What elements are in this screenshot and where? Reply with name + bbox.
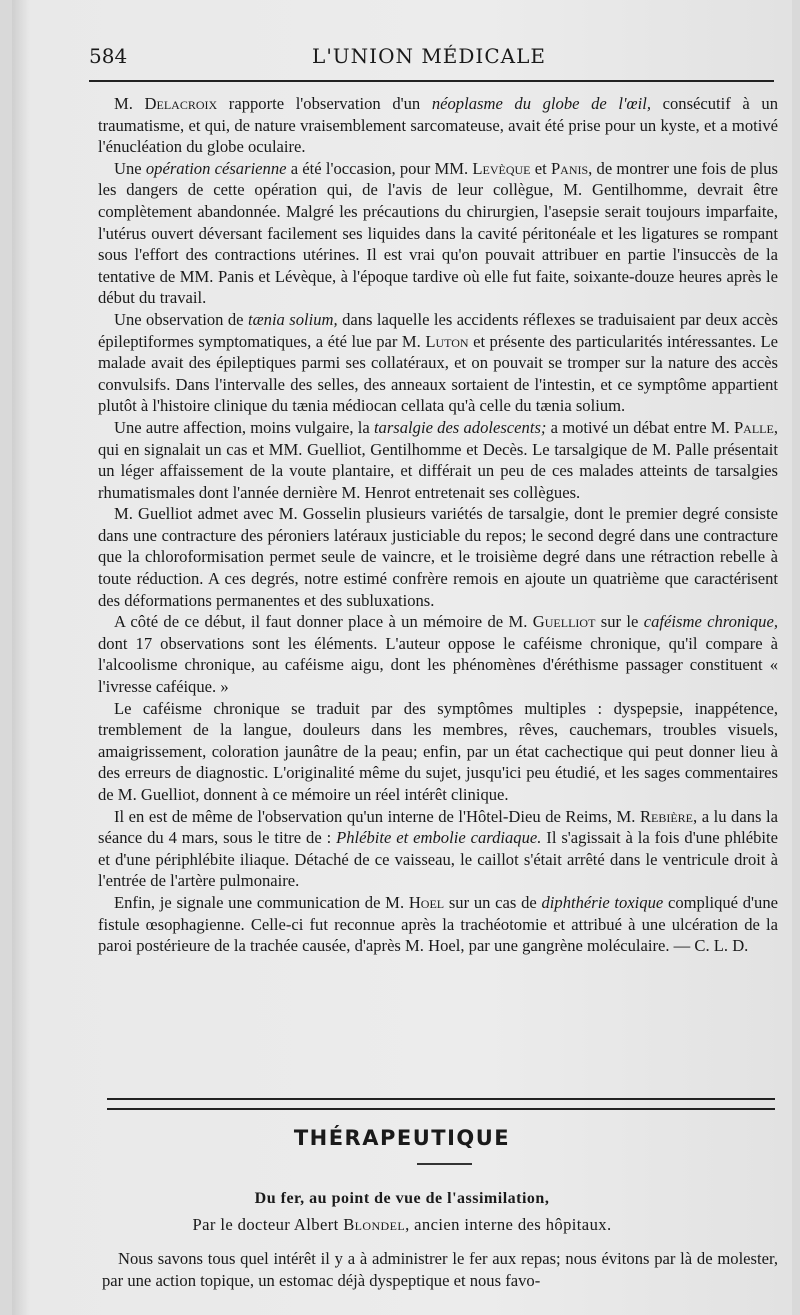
text-run: M. Guelliot admet avec M. Gosselin plusieurs variétés de tarsalgie, dont le premier degré consiste dans une contracture des péroniers latéraux justiciable du repos; le second degré dans une contracture que la chloroformisation permet seule de vaincre, et le troisième degré dans une rétraction rebelle à toute réduction. A ces degrés, notre estimé confrère remois en ajoute un quatrième que caractérisent des déformations permanentes et des subluxations.: [98, 504, 778, 610]
text-run: , a lu dans la séance du 4 mars, sous le titre de :: [98, 806, 778, 848]
italic-text: tarsalgie des adolescents;: [373, 417, 547, 437]
name-small-caps: Guelliot: [532, 612, 596, 632]
article-title: Du fer, au point de vue de l'assimilation,: [254, 1190, 550, 1207]
author-name: Blondel: [343, 1215, 406, 1234]
italic-text: Phlébite et embolie cardiaque.: [336, 828, 542, 848]
author-prefix: Par le docteur Albert: [192, 1215, 344, 1234]
paragraph: [98, 698, 778, 806]
page-header: [89, 44, 769, 74]
text-run: dont 17 observations sont les éléments. L'auteur oppose le caféisme chronique, qu'il compare à l'alcoolisme chronique, au caféisme aigu, dont les phénomènes d'éréthisme passager constituent « l'ivresse caféique. »: [98, 633, 778, 697]
text-run: Une: [114, 158, 146, 178]
running-head: L'UNION MÉDICALE: [312, 44, 546, 68]
section-divider: [107, 1098, 775, 1110]
text-run: Il en est de même de l'observation qu'un interne de l'Hôtel-Dieu de Reims, M.: [114, 806, 640, 826]
article-author: [12, 1215, 792, 1235]
name-small-caps: Hoel: [408, 892, 445, 912]
paragraph: [98, 158, 778, 309]
name-small-caps: Rebière: [639, 806, 694, 826]
name-small-caps: Luton: [425, 331, 469, 351]
author-suffix: , ancien interne des hôpitaux.: [405, 1215, 612, 1234]
paragraph: [98, 417, 778, 503]
name-small-caps: Levèque: [472, 158, 531, 178]
paragraph: [98, 93, 778, 158]
text-run: et présente des particularités intéressantes. Le malade avait des épileptiques parmi ses collatéraux, et on pouvait se tromper sur la nature des accès convulsifs. Dans l'intervalle des selles, des anneaux sortaient de l'intestin, et ce symptôme appartient plutôt à l'histoire clinique du tænia médiocan cellata qu'à celle du tænia solium.: [98, 331, 778, 416]
text-run: compliqué d'une fistule œsophagienne. Celle-ci fut reconnue après la trachéotomie et attribué à une ulcération de la paroi postérieure de la trachée causée, d'après M. Hoel, par une gangrène moléculaire. — C. L. D.: [98, 892, 779, 956]
italic-text: néoplasme du globe de l'œil,: [431, 94, 651, 113]
text-run: Enfin, je signale une communication de M.: [114, 892, 409, 912]
text-run: et: [530, 158, 551, 178]
text-run: a été l'occasion, pour MM.: [286, 158, 473, 178]
page: [12, 0, 792, 1315]
italic-text: opération césarienne: [145, 158, 287, 178]
name-small-caps: Delacroix: [144, 94, 218, 113]
text-run: Il s'agissait à la fois d'une phlébite et d'une périphlébite iliaque. Détaché de ce vaisseau, le caillot s'était arrêté dans le ventricule droit à l'entrée de l'artère pulmonaire.: [98, 828, 778, 891]
text-run: A côté de ce début, il faut donner place à un mémoire de M.: [114, 612, 533, 632]
text-run: Une autre affection, moins vulgaire, la: [114, 417, 374, 437]
name-small-caps: Panis: [550, 158, 589, 178]
text-run: a motivé un débat entre M.: [546, 417, 734, 437]
text-run: sur un cas de: [444, 892, 542, 912]
paragraph: [98, 892, 778, 957]
text-run: M.: [114, 94, 145, 113]
text-run: , de montrer une fois de plus les dangers de cette opération qui, de l'avis de leur collègue, M. Gentilhomme, devrait être complètement abandonnée. Malgré les précautions du chirurgien, l'asepsie serait toujours imparfaite, l'utérus ouvert déversant facilement ses liquides dans la cavité péritonéale et les ligatures se rompant sous l'effort des contractions utérines. Il est vrai qu'on pouvait attribuer en partie l'insuccès de la tentative de MM. Panis et Lévèque, à l'époque tardive où elle fut faite, soixante-douze heures après le début du travail.: [98, 158, 778, 308]
italic-text: caféisme chronique,: [643, 612, 778, 632]
therapeutique-body: [102, 1248, 778, 1291]
text-run: Le caféisme chronique se traduit par des symptômes multiples : dyspepsie, inappétence, tremblement de la langue, douleurs dans les membres, rêves, cauchemars, troubles visuels, amaigrissement, coloration jaunâtre de la peau; enfin, par un état cachectique qui peut donner lieu à des erreurs de diagnostic. L'originalité même du sujet, jusqu'ici peu étudié, et les sages commentaires de M. Guelliot, donnent à ce mémoire un réel intérêt clinique.: [98, 698, 778, 804]
article-body-text: [98, 93, 778, 957]
text-run: rapporte l'observation d'un: [217, 94, 432, 113]
name-small-caps: Palle: [733, 417, 774, 437]
section-title-underline: [417, 1163, 472, 1165]
header-rule: [89, 80, 774, 82]
text-run: Une observation de: [114, 309, 248, 329]
paragraph: [98, 611, 778, 697]
text-run: consécutif à un traumatisme, et qui, de nature vraisemblement sarcomateuse, avait été prise pour un kyste, et a motivé l'énucléation du globe oculaire.: [98, 94, 778, 157]
italic-text: tænia solium,: [247, 309, 338, 329]
section-title: THÉRAPEUTIQUE: [293, 1126, 511, 1150]
paragraph: [98, 309, 778, 417]
italic-text: diphthérie toxique: [541, 892, 664, 912]
paragraph: Nous savons tous quel intérêt il y a à administrer le fer aux repas; nous évitons par là de molester, par une action topique, un estomac déjà dyspeptique et nous favo-: [102, 1249, 778, 1290]
text-run: , qui en signalait un cas et MM. Guelliot, Gentilhomme et Decès. Le tarsalgique de M. Palle présentait un léger affaissement de la voute plantaire, et différait un peu de ces malades atteints de tarsalgies rhumatismales dont l'année dernière M. Henrot entretenait ses collègues.: [98, 417, 778, 502]
text-run: dans laquelle les accidents réflexes se traduisaient par deux accès épileptiformes symptomatiques, a été lue par M.: [98, 309, 778, 351]
paragraph: [98, 806, 778, 892]
text-run: sur le: [595, 612, 644, 632]
page-number: 584: [89, 44, 128, 68]
paragraph: [98, 503, 778, 611]
